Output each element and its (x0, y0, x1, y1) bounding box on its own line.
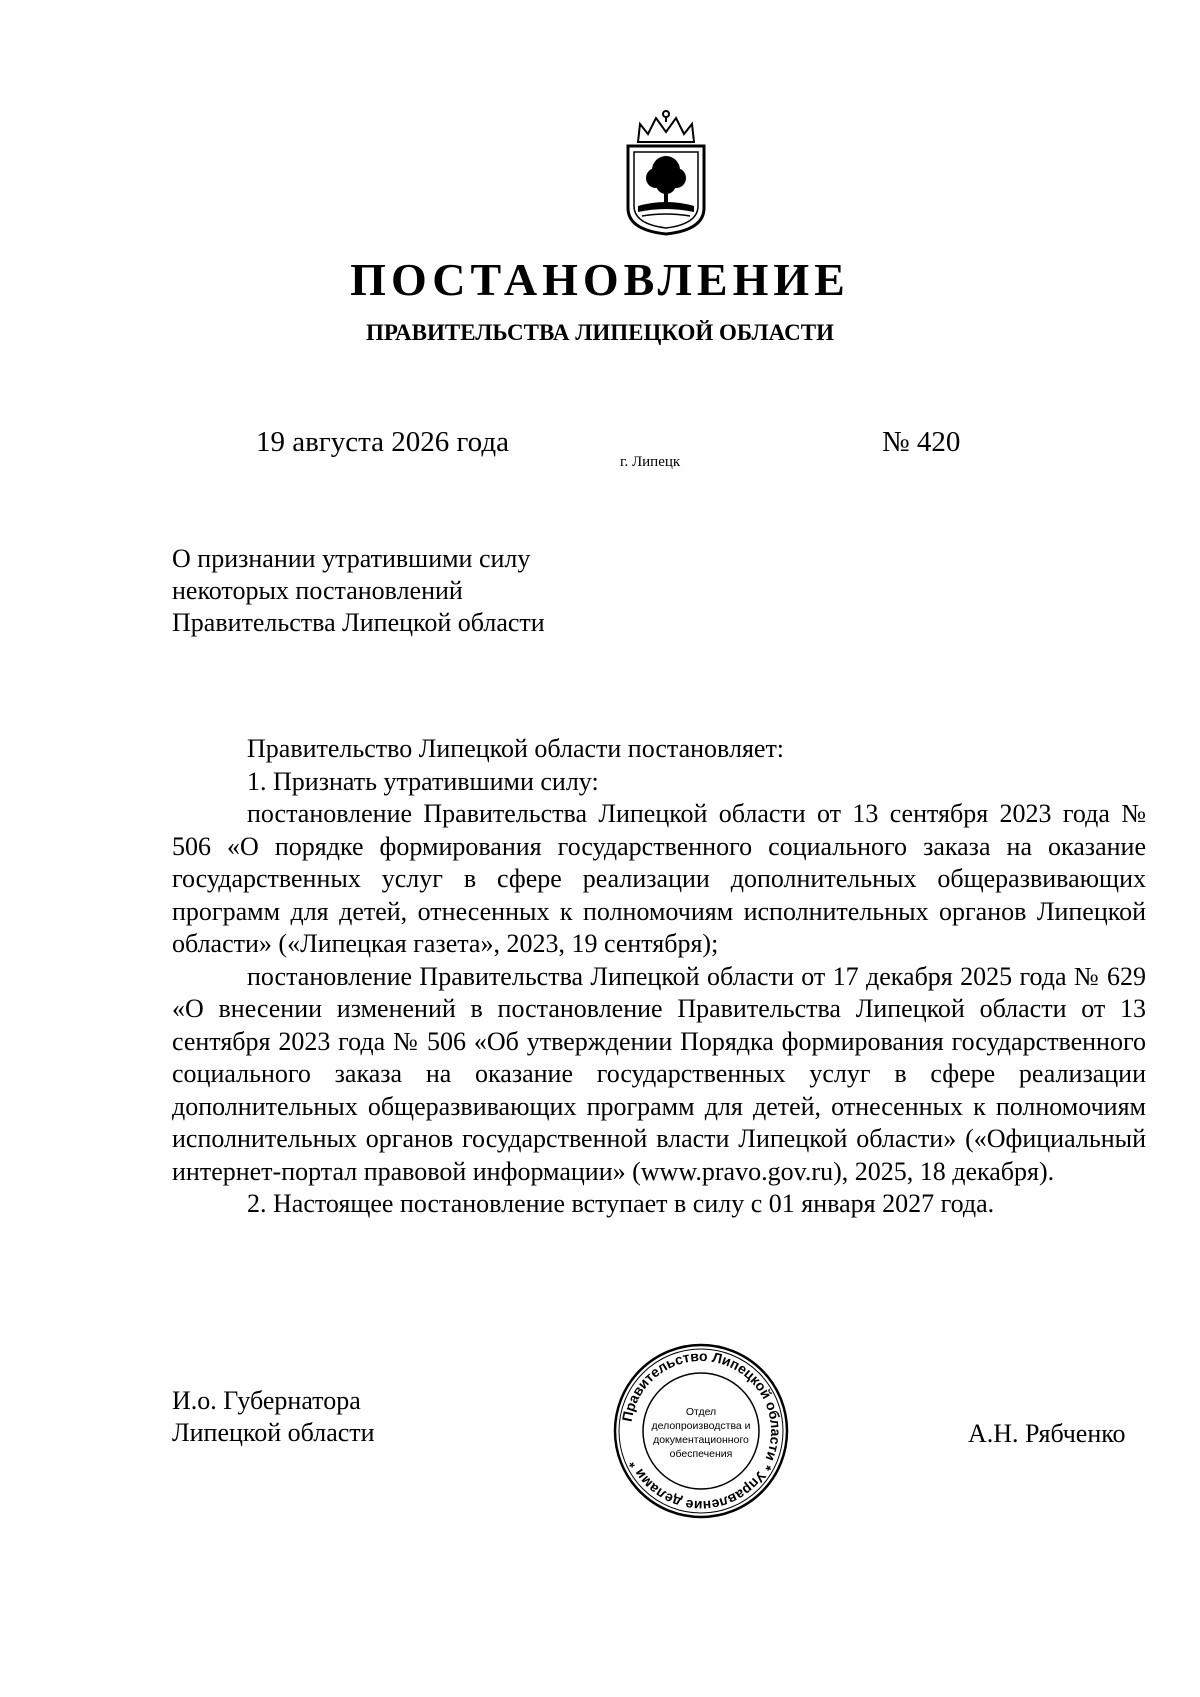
body-paragraph: 2. Настоящее постановление вступает в силу с 01 января 2027 года. (247, 1189, 995, 1218)
body-paragraph: Правительство Липецкой области постановляет: (247, 734, 785, 763)
signatory-name: А.Н. Рябченко (968, 1419, 1126, 1448)
position-line: И.о. Губернатора (172, 1386, 361, 1415)
official-seal (612, 1342, 790, 1520)
body-paragraph: 1. Признать утратившими силу: (247, 766, 599, 796)
document-body (172, 733, 1146, 1221)
seal-ring-text: Правительство Липецкой области * Управление делами * (618, 1347, 785, 1515)
position-line: Липецкой области (172, 1418, 375, 1447)
document-number: № 420 (882, 426, 961, 458)
seal-center-line: обеспечения (669, 1448, 733, 1460)
document-title: ПОСТАНОВЛЕНИЕ (350, 254, 850, 305)
signatory-position (172, 1385, 375, 1449)
document-date: 19 августа 2026 года (256, 426, 509, 458)
document-subject (172, 543, 545, 639)
seal-center-line: Отдел (685, 1406, 717, 1418)
body-paragraph: постановление Правительства Липецкой области от 13 сентября 2023 года № 506 «О порядке формирования государственного социального заказа на оказание государственных услуг в сфере реализации дополнительных общеразвивающих программ для детей, отнесенных к полномочиям исполнительных органов Липецкой области» («Липецкая газета», 2023, 19 сентября); (172, 799, 1146, 958)
subject-line: некоторых постановлений (172, 576, 463, 605)
seal-center-line: документационного (653, 1434, 749, 1446)
coat-of-arms-icon (618, 108, 714, 236)
document-subtitle: ПРАВИТЕЛЬСТВА ЛИПЕЦКОЙ ОБЛАСТИ (366, 320, 834, 345)
seal-center-line: делопроизводства и (651, 1420, 751, 1432)
body-paragraph: постановление Правительства Липецкой области от 17 декабря 2025 года № 629 «О внесении изменений в постановление Правительства Липецкой области от 13 сентября 2023 года № 506 «Об утверждении Порядка формирования государственного социального заказа на оказание государственных услуг в сфере реализации дополнительных общеразвивающих программ для детей, отнесенных к полномочиям исполнительных органов государственной власти Липецкой области» («Официальный интернет-портал правовой информации» (www.pravo.gov.ru), 2025, 18 декабря). (172, 961, 1146, 1186)
subject-line: О признании утратившими силу (172, 544, 531, 573)
document-city: г. Липецк (620, 454, 681, 470)
subject-line: Правительства Липецкой области (172, 608, 545, 637)
